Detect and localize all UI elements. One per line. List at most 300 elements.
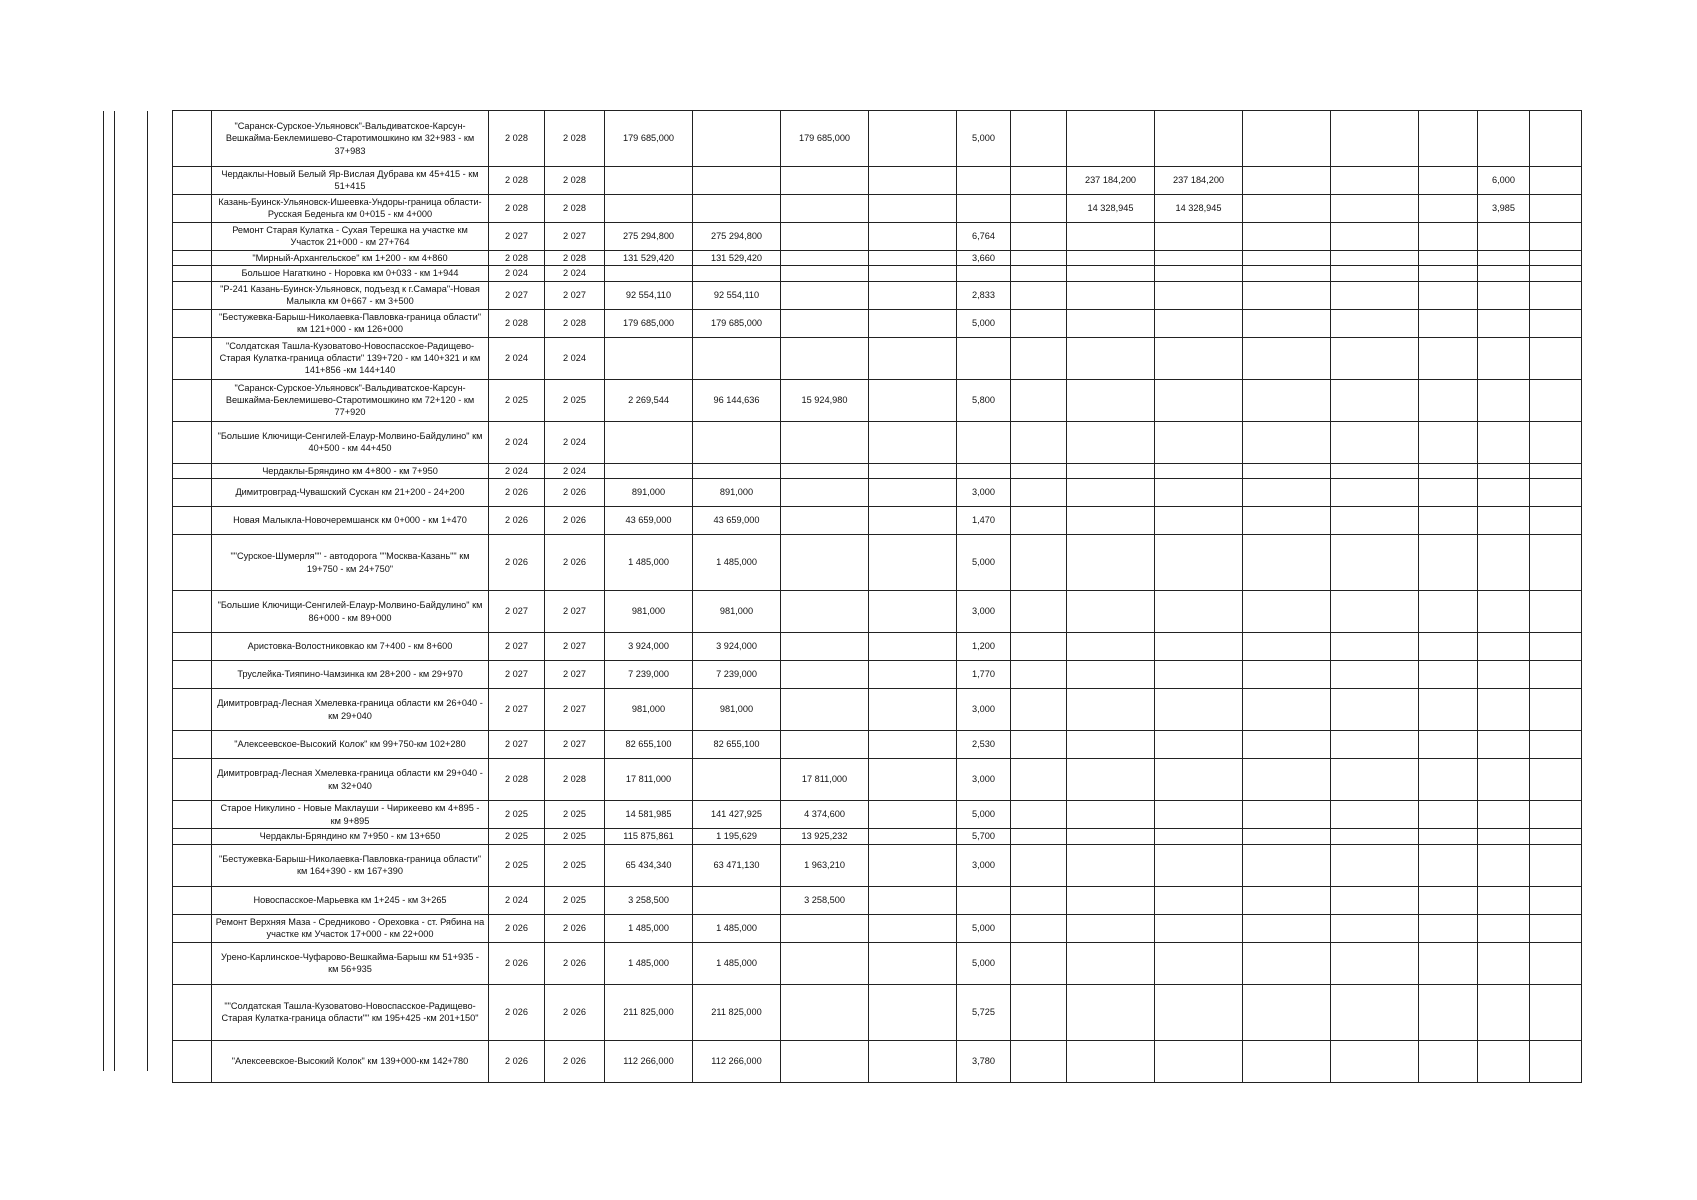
table-body [173,111,1582,1083]
table-cell [1155,421,1243,463]
table-cell [1478,111,1530,167]
table-cell [1067,535,1155,591]
table-cell [1067,984,1155,1040]
table-cell [869,309,957,337]
table-cell [1419,633,1478,661]
table-cell [1419,942,1478,984]
table-cell [957,886,1011,914]
table-cell [1067,886,1155,914]
table-cell: 2 027 [545,222,605,250]
table-cell [1478,222,1530,250]
table-cell: 5,800 [957,379,1011,421]
table-cell [869,1040,957,1082]
table-cell [957,337,1011,379]
table-cell [1478,942,1530,984]
table-row [173,661,1582,689]
table-cell [1478,1040,1530,1082]
table-cell [693,111,781,167]
table-cell [781,942,869,984]
table-cell [173,479,212,507]
table-cell [869,266,957,281]
table-row [173,281,1582,309]
table-cell: 2 028 [545,250,605,265]
table-cell [1419,222,1478,250]
table-cell [1530,829,1582,844]
table-cell [1011,984,1067,1040]
table-cell: 275 294,800 [693,222,781,250]
table-cell [1331,914,1419,942]
road-name-cell: Новоспасское-Марьевка км 1+245 - км 3+265 [212,886,489,914]
table-cell [605,463,693,478]
table-cell: 2 026 [545,984,605,1040]
table-row [173,801,1582,829]
table-cell [1478,661,1530,689]
road-name-cell: Ремонт Старая Кулатка - Сухая Терешка на участке км Участок 21+000 - км 27+764 [212,222,489,250]
table-cell [781,479,869,507]
margin-rule [103,111,104,1071]
table-cell: 2 024 [545,463,605,478]
table-cell [781,266,869,281]
table-cell: 2 028 [489,167,545,195]
table-cell [1419,759,1478,801]
table-cell [1155,379,1243,421]
table-cell: 3,985 [1478,194,1530,222]
table-cell: 2 027 [545,731,605,759]
table-cell [1011,914,1067,942]
table-cell [1478,689,1530,731]
table-cell [869,914,957,942]
table-row [173,1040,1582,1082]
table-cell [1419,661,1478,689]
table-cell [869,984,957,1040]
table-cell [1419,535,1478,591]
table-cell [1067,1040,1155,1082]
table-cell: 2 027 [489,731,545,759]
table-cell [1419,379,1478,421]
table-cell [173,914,212,942]
table-cell: 2 025 [489,829,545,844]
table-cell [1419,421,1478,463]
table-cell [781,250,869,265]
road-name-cell: "Алексеевское-Высокий Колок" км 99+750-км 102+280 [212,731,489,759]
table-cell [1419,689,1478,731]
table-cell: 2 027 [545,281,605,309]
margin-rule [147,111,148,1071]
road-name-cell: "Бестужевка-Барыш-Николаевка-Павловка-граница области" км 121+000 - км 126+000 [212,309,489,337]
table-cell [1419,886,1478,914]
table-row [173,309,1582,337]
table-cell: 1 485,000 [605,535,693,591]
table-cell [1067,379,1155,421]
road-name-cell: Большое Нагаткино - Норовка км 0+033 - км 1+944 [212,266,489,281]
table-cell: 2,530 [957,731,1011,759]
road-name-cell: Димитровград-Лесная Хмелевка-граница области км 29+040 - км 32+040 [212,759,489,801]
table-cell [1243,479,1331,507]
table-cell: 2 027 [489,661,545,689]
table-row [173,591,1582,633]
road-name-cell: Димитровград-Лесная Хмелевка-граница области км 26+040 - км 29+040 [212,689,489,731]
table-cell: 891,000 [605,479,693,507]
table-cell: 7 239,000 [693,661,781,689]
table-cell [1243,111,1331,167]
table-cell: 5,000 [957,914,1011,942]
table-cell: 131 529,420 [605,250,693,265]
table-cell: 1,470 [957,507,1011,535]
table-cell [173,309,212,337]
table-cell [1530,801,1582,829]
table-cell: 2 025 [545,886,605,914]
table-row [173,914,1582,942]
table-cell [1419,914,1478,942]
table-cell: 5,000 [957,942,1011,984]
table-cell: 5,000 [957,111,1011,167]
table-cell [693,759,781,801]
table-cell [1155,309,1243,337]
table-cell [173,167,212,195]
table-cell: 2 027 [489,281,545,309]
table-cell [1331,886,1419,914]
table-cell [1067,844,1155,886]
table-cell: 2 025 [545,379,605,421]
road-name-cell: Чердаклы-Новый Белый Яр-Вислая Дубрава км 45+415 - км 51+415 [212,167,489,195]
table-cell [1478,886,1530,914]
table-cell [781,1040,869,1082]
table-cell: 2 025 [545,829,605,844]
table-cell [781,281,869,309]
table-cell: 1 963,210 [781,844,869,886]
table-cell [1155,479,1243,507]
table-cell [1419,507,1478,535]
table-cell [781,633,869,661]
table-cell [869,689,957,731]
table-cell: 1 485,000 [605,942,693,984]
table-cell [1243,886,1331,914]
table-cell [1478,266,1530,281]
table-cell [1011,942,1067,984]
table-cell [869,421,957,463]
table-cell: 2 026 [489,1040,545,1082]
table-cell: 2 027 [489,591,545,633]
table-cell: 13 925,232 [781,829,869,844]
table-cell [1243,914,1331,942]
table-cell [1478,731,1530,759]
table-cell [1067,731,1155,759]
table-cell [1011,801,1067,829]
table-cell [1331,421,1419,463]
road-projects-table [172,110,1582,1083]
table-cell [605,337,693,379]
table-cell [1155,337,1243,379]
table-cell: 2 024 [489,463,545,478]
table-cell [869,222,957,250]
table-cell [173,731,212,759]
table-cell [1011,535,1067,591]
table-cell [1419,801,1478,829]
table-cell: 115 875,861 [605,829,693,844]
table-cell [1331,829,1419,844]
table-cell [605,194,693,222]
table-cell [869,844,957,886]
table-cell [1530,844,1582,886]
table-cell: 211 825,000 [693,984,781,1040]
table-cell: 211 825,000 [605,984,693,1040]
table-cell [1419,337,1478,379]
table-cell [1155,829,1243,844]
table-cell [1011,479,1067,507]
table-cell [1530,535,1582,591]
table-cell: 3,780 [957,1040,1011,1082]
table-cell [1011,111,1067,167]
table-cell [1419,281,1478,309]
table-row [173,222,1582,250]
table-cell [1011,507,1067,535]
table-cell: 4 374,600 [781,801,869,829]
table-cell [1530,194,1582,222]
table-cell [1331,479,1419,507]
table-cell [957,194,1011,222]
table-cell [869,942,957,984]
table-cell [869,111,957,167]
table-cell: 2 027 [545,591,605,633]
table-cell [1530,281,1582,309]
table-cell [173,535,212,591]
table-cell: 2 027 [489,689,545,731]
table-cell [173,337,212,379]
table-cell [781,167,869,195]
table-cell: 3 258,500 [605,886,693,914]
table-cell [1331,379,1419,421]
table-cell [693,421,781,463]
table-cell [869,801,957,829]
table-cell [1155,535,1243,591]
table-cell [1067,111,1155,167]
table-cell [1243,535,1331,591]
road-name-cell: "Большие Ключищи-Сенгилей-Елаур-Молвино-Байдулино" км 40+500 - км 44+450 [212,421,489,463]
table-cell [173,111,212,167]
table-cell [173,661,212,689]
table-cell: 2 025 [489,801,545,829]
table-cell: 2 027 [545,633,605,661]
table-cell [1011,421,1067,463]
table-cell [1478,309,1530,337]
table-cell: 5,725 [957,984,1011,1040]
table-cell [173,591,212,633]
table-cell [1530,222,1582,250]
table-cell [1067,801,1155,829]
table-cell: 2 028 [545,167,605,195]
table-cell: 17 811,000 [605,759,693,801]
table-cell [1011,337,1067,379]
table-cell [1067,479,1155,507]
table-cell [781,731,869,759]
table-cell: 5,000 [957,535,1011,591]
table-row [173,194,1582,222]
table-cell [1067,266,1155,281]
table-cell [693,167,781,195]
table-cell [1067,421,1155,463]
table-cell [1067,250,1155,265]
table-cell [605,266,693,281]
road-name-cell: Ремонт Верхняя Маза - Средниково - Ореховка - ст. Рябина на участке км Участок 17+000 - км 22+000 [212,914,489,942]
table-cell [869,479,957,507]
table-cell [1530,984,1582,1040]
table-cell [1478,379,1530,421]
table-cell [1331,463,1419,478]
table-cell [869,379,957,421]
table-cell [1530,942,1582,984]
table-cell [1478,463,1530,478]
table-cell [869,731,957,759]
table-cell [1530,111,1582,167]
table-cell [869,829,957,844]
table-cell: 2 026 [545,1040,605,1082]
table-cell: 63 471,130 [693,844,781,886]
table-row [173,844,1582,886]
table-cell [1331,337,1419,379]
table-cell: 14 581,985 [605,801,693,829]
table-cell [173,507,212,535]
table-cell: 3 258,500 [781,886,869,914]
table-row [173,984,1582,1040]
road-name-cell: "Саранск-Сурское-Ульяновск"-Вальдиватское-Карсун-Вешкайма-Беклемишево-Старотимошкино км 32+983 - км 37+983 [212,111,489,167]
table-cell: 15 924,980 [781,379,869,421]
table-cell [1155,591,1243,633]
road-name-cell: "Бестужевка-Барыш-Николаевка-Павловка-граница области" км 164+390 - км 167+390 [212,844,489,886]
table-cell [869,250,957,265]
table-cell: 14 328,945 [1067,194,1155,222]
table-cell [1243,167,1331,195]
table-cell [1331,535,1419,591]
table-cell [173,1040,212,1082]
table-cell [1155,886,1243,914]
table-cell [1243,1040,1331,1082]
road-name-cell: Аристовка-Волостниковкао км 7+400 - км 8+600 [212,633,489,661]
table-cell [1067,222,1155,250]
table-cell [1011,194,1067,222]
table-cell [1331,309,1419,337]
table-cell: 43 659,000 [605,507,693,535]
table-cell [173,759,212,801]
table-cell [1478,829,1530,844]
table-cell [1331,984,1419,1040]
table-cell: 981,000 [693,689,781,731]
table-cell [1478,914,1530,942]
table-cell [1419,479,1478,507]
table-cell [1331,844,1419,886]
table-row [173,421,1582,463]
table-cell [1478,250,1530,265]
table-cell [1067,281,1155,309]
table-cell [173,984,212,1040]
table-cell [1331,111,1419,167]
table-cell: 891,000 [693,479,781,507]
table-cell [1243,309,1331,337]
table-cell [1419,984,1478,1040]
table-cell [781,421,869,463]
table-cell [1155,266,1243,281]
table-cell [1243,222,1331,250]
table-cell [869,661,957,689]
table-cell [173,281,212,309]
table-cell: 2 026 [545,479,605,507]
table-cell [1243,689,1331,731]
table-cell [1530,463,1582,478]
table-cell: 981,000 [693,591,781,633]
table-cell [1478,337,1530,379]
table-cell [781,535,869,591]
table-cell [173,801,212,829]
table-cell: 3,000 [957,591,1011,633]
table-cell: 179 685,000 [605,111,693,167]
table-cell [1478,479,1530,507]
table-cell: 2 024 [545,421,605,463]
table-cell [781,984,869,1040]
table-cell [1067,914,1155,942]
table-cell: 2 025 [489,844,545,886]
table-cell [1331,507,1419,535]
table-cell [173,886,212,914]
table-cell: 2 027 [545,689,605,731]
table-cell [1243,507,1331,535]
road-name-cell: Казань-Буинск-Ульяновск-Ишеевка-Ундоры-граница области-Русская Беденьга км 0+015 - км 4+000 [212,194,489,222]
table-cell [1331,281,1419,309]
road-name-cell: Урено-Карлинское-Чуфарово-Вешкайма-Барыш км 51+935 - км 56+935 [212,942,489,984]
table-row [173,535,1582,591]
table-cell: 3,000 [957,689,1011,731]
table-cell: 2 024 [545,337,605,379]
table-cell [1243,759,1331,801]
table-row [173,479,1582,507]
table-cell [1243,194,1331,222]
table-cell: 981,000 [605,591,693,633]
table-cell [1243,633,1331,661]
table-cell [1011,266,1067,281]
table-cell: 1 485,000 [693,942,781,984]
table-cell [1011,1040,1067,1082]
table-row [173,463,1582,478]
table-cell: 2 028 [545,759,605,801]
table-cell: 2 025 [545,844,605,886]
table-cell [1478,507,1530,535]
table-cell [1155,281,1243,309]
table-cell: 14 328,945 [1155,194,1243,222]
table-row [173,167,1582,195]
table-cell: 1 485,000 [693,914,781,942]
table-cell [1243,281,1331,309]
table-cell: 3,660 [957,250,1011,265]
table-row [173,759,1582,801]
table-cell [173,194,212,222]
table-cell [1243,942,1331,984]
table-cell [1155,984,1243,1040]
margin-rule [114,111,115,1071]
road-name-cell: "Мирный-Архангельское" км 1+200 - км 4+860 [212,250,489,265]
table-cell: 2 026 [545,507,605,535]
table-cell: 131 529,420 [693,250,781,265]
table-cell [1478,591,1530,633]
table-cell: 2 025 [489,379,545,421]
table-cell [693,266,781,281]
table-cell: 2 027 [489,222,545,250]
table-row [173,886,1582,914]
table-cell [1419,167,1478,195]
table-cell [869,194,957,222]
table-cell [1530,886,1582,914]
table-cell: 2 026 [489,984,545,1040]
table-cell [781,194,869,222]
table-cell [1243,250,1331,265]
table-cell [1011,463,1067,478]
